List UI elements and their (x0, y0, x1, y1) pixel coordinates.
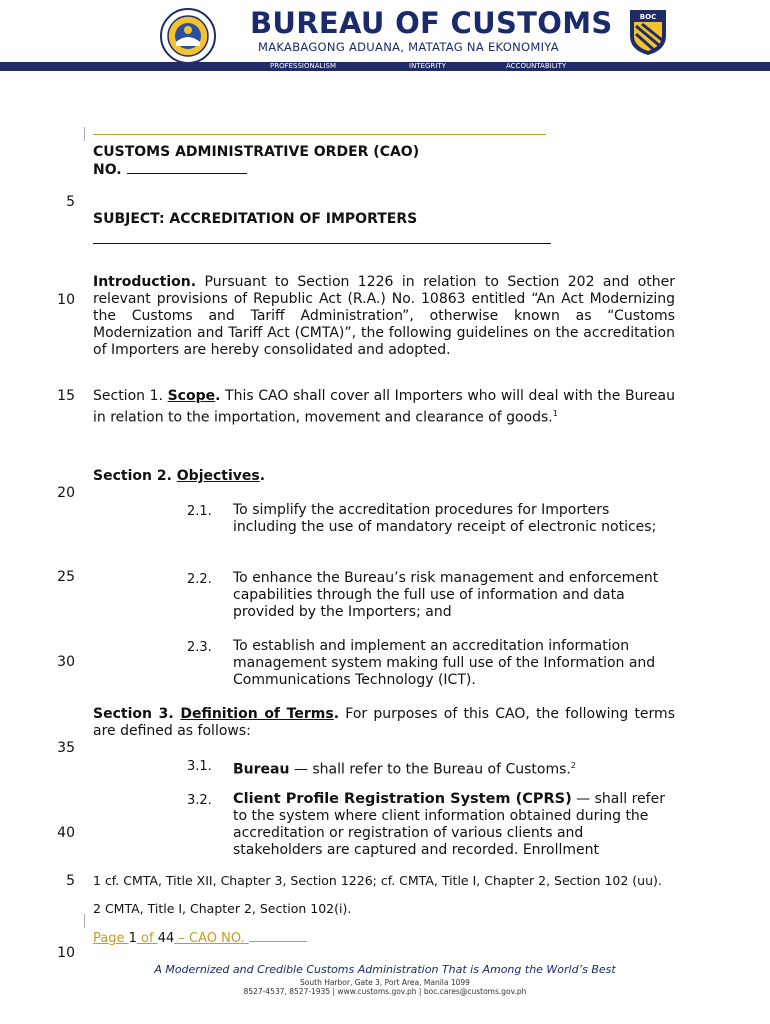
header-title: BUREAU OF CUSTOMS (250, 6, 613, 40)
footnote-1 (93, 874, 663, 888)
s1-label: Section 1. (93, 388, 168, 404)
line-number: 5 (66, 194, 75, 210)
subject-line: SUBJECT: ACCREDITATION OF IMPORTERS (93, 211, 418, 227)
cao-no-blank (249, 930, 307, 942)
footer-address: South Harbor, Gate 3, Port Area, Manila 1099 (300, 978, 470, 987)
footnote-number: 1 (93, 873, 101, 888)
order-no-label: NO. (93, 162, 122, 178)
value-professionalism: PROFESSIONALISM (270, 62, 336, 70)
intro-paragraph (93, 274, 675, 359)
order-no-blank (127, 161, 247, 174)
section-3-paragraph: Section 3. Definition of Terms. For purposes of this CAO, the following terms are defined as follows: (93, 706, 675, 739)
footer-contact: 8527-4537, 8527-1935 | www.customs.gov.ph | boc.cares@customs.gov.ph (243, 987, 527, 996)
page-label: Page (93, 931, 129, 946)
term-name: Client Profile Registration System (CPRS) (233, 791, 572, 807)
page-number: 1 (128, 931, 137, 946)
order-number (93, 161, 247, 179)
s3-heading: Definition of Terms (180, 706, 334, 722)
s3-text: For purposes of this CAO, the following terms are defined as follows: (93, 706, 675, 739)
term-number: 3.1. (187, 759, 212, 774)
footnote-text: CMTA, Title I, Chapter 2, Section 102(i). (104, 901, 352, 916)
objective-number: 2.1. (187, 504, 212, 519)
objective-text: To enhance the Bureau’s risk management and enforcement capabilities through the full use of information and data provided by the Importers; and (233, 570, 659, 620)
boc-seal (160, 8, 216, 64)
line-number: 20 (57, 485, 75, 501)
value-integrity: INTEGRITY (409, 62, 446, 70)
page-of-label: of (136, 931, 158, 946)
line-number: 15 (57, 388, 75, 404)
page-suffix: – CAO NO. (174, 931, 249, 946)
line-number: 25 (57, 569, 75, 585)
line-number: 30 (57, 654, 75, 670)
s1-heading: Scope (167, 388, 216, 404)
objective-number: 2.3. (187, 640, 212, 655)
section-1-paragraph: Section 1. Scope. This CAO shall cover all Importers who will deal with the Bureau in relation to the importation, movement and clearance of goods.$^1$ (93, 388, 675, 426)
line-number: 5 (66, 873, 75, 889)
shield-text: BOC (639, 13, 657, 21)
page-footer (93, 930, 307, 946)
term-text: — shall refer to the Bureau of Customs. (289, 761, 571, 778)
line-number: 10 (57, 292, 75, 308)
line-number: 40 (57, 825, 75, 841)
footnote-ref-1[interactable]: 1 (552, 409, 558, 418)
s1-text: This CAO shall cover all Importers who will deal with the Bureau in relation to the importation, movement and clearance of goods. (93, 388, 675, 426)
value-accountability: ACCOUNTABILITY (506, 62, 567, 70)
term-name: Bureau (233, 761, 290, 778)
footer-motto: A Modernized and Credible Customs Administration That is Among the World’s Best (154, 963, 616, 976)
header-tagline: MAKABAGONG ADUANA, MATATAG NA EKONOMIYA (258, 40, 559, 54)
term-number: 3.2. (187, 793, 212, 808)
footnote-ref-2[interactable]: 2 (570, 761, 576, 770)
term-text: — shall refer to the system where client information obtained during the accreditation or registration of various clients and stakeholders are captured and recorded. Enrollment (233, 791, 665, 858)
intro-heading: Introduction. (93, 274, 197, 290)
line-number: 35 (57, 740, 75, 756)
margin-mark (84, 127, 85, 141)
footnote-text: cf. CMTA, Title XII, Chapter 3, Section 1226; cf. CMTA, Title I, Chapter 2, Section 102 (uu). (104, 873, 662, 888)
margin-mark (84, 914, 85, 928)
section-2-heading: Section 2. Objectives. (93, 468, 266, 484)
page-total: 44 (157, 931, 175, 946)
boc-shield-logo (628, 8, 668, 56)
term-definition (233, 757, 673, 779)
top-rule (93, 134, 546, 135)
objective-text: To simplify the accreditation procedures for Importers including the use of mandatory receipt of electronic notices; (233, 502, 657, 535)
intro-text: Pursuant to Section 1226 in relation to Section 202 and other relevant provisions of Republic Act (R.A.) No. 10863 entitled “An Act Modernizing the Customs and Tariff Administration”, otherwise known as “Customs Modernization and Tariff Act (CMTA)”, the following guidelines on the accreditation of Importers are hereby consolidated and adopted. (93, 274, 675, 358)
order-title: CUSTOMS ADMINISTRATIVE ORDER (CAO) (93, 144, 420, 160)
subject-rule (93, 243, 551, 244)
line-number: 10 (57, 945, 75, 961)
term-definition (233, 791, 675, 859)
s2-heading: Objectives (176, 468, 260, 484)
footnote-2 (93, 902, 663, 916)
objective-number: 2.2. (187, 572, 212, 587)
objective-text: To establish and implement an accreditation information management system making full use of the Information and Communications Technology (ICT). (233, 638, 656, 688)
s3-label: Section 3. (93, 706, 181, 722)
s2-label: Section 2. (93, 468, 177, 484)
footnote-number: 2 (93, 901, 101, 916)
header-bar (0, 62, 770, 71)
